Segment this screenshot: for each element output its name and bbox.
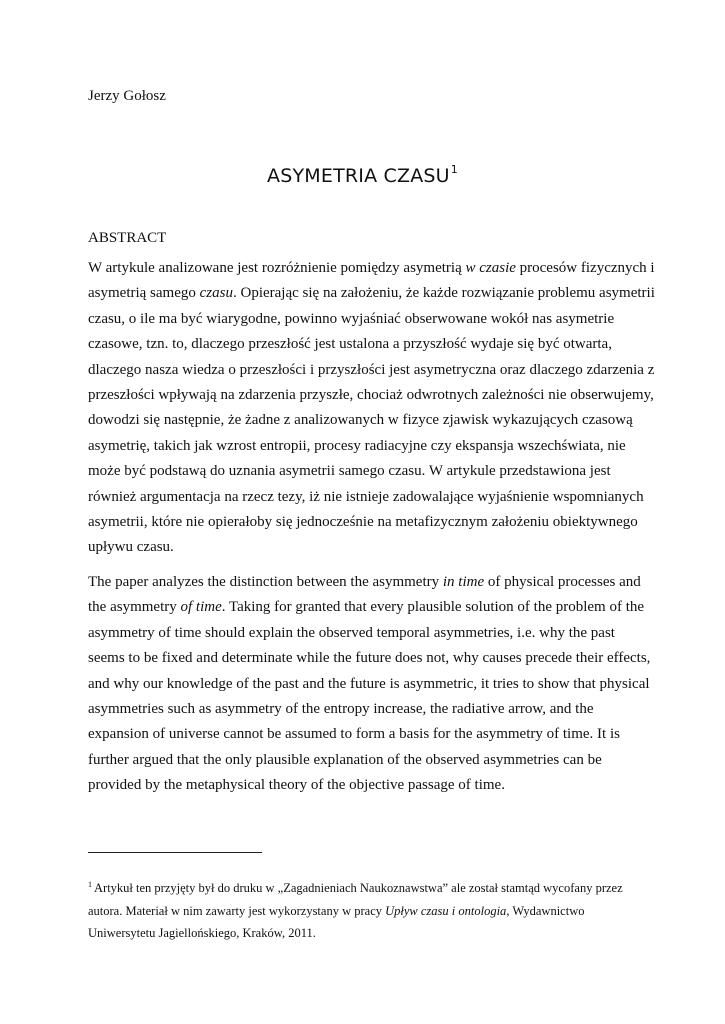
- abstract-polish: [88, 256, 655, 561]
- footnote-line: $^1$ Artykuł ten przyjęty był do druku w „Zagadnieniach Naukoznawstwa” ale został stamtąd wycofany przez: [88, 880, 623, 895]
- footnote: [88, 874, 640, 945]
- abstract-line: upływu czasu.: [88, 539, 174, 556]
- abstract-heading: ABSTRACT: [88, 230, 167, 246]
- author-name: Jerzy Gołosz: [88, 88, 166, 104]
- title-footnote-mark[interactable]: 1: [450, 163, 458, 176]
- abstract-line: W artykule analizowane jest rozróżnienie pomiędzy asymetrią w czasie procesów fizycznych i: [88, 260, 655, 276]
- title-text: ASYMETRIA CZASU: [267, 165, 450, 187]
- abstract-line: czasu, o ile ma być wiarygodne, powinno wyjaśniać obserwowane wokół nas asymetrie: [88, 310, 615, 327]
- abstract-line: dowodzi się następnie, że żadne z analizowanych w fizyce zjawisk wykazujących czasową: [88, 412, 633, 429]
- abstract-line: expansion of universe cannot be assumed to form a basis for the asymmetry of time. It is: [88, 726, 620, 743]
- abstract-line: asymetrią samego czasu. Opierając się na założeniu, że każde rozwiązanie problemu asymetrii: [88, 285, 655, 302]
- footnote-line: autora. Materiał w nim zawarty jest wykorzystany w pracy Upływ czasu i ontologia, Wydawnictwo: [88, 903, 585, 918]
- abstract-line: może być podstawą do uznania asymetrii samego czasu. W artykule przedstawiona jest: [88, 463, 611, 480]
- abstract-line: asymetrię, takich jak wzrost entropii, procesy radiacyjne czy ekspansja wszechświata, nie: [88, 437, 626, 454]
- abstract-line: czasowe, tzn. to, dlaczego przeszłość jest ustalona a przyszłość wydaje się być otwarta,: [88, 336, 612, 353]
- abstract-line: asymetrii, które nie opierałoby się jednocześnie na metafizycznym założeniu obiektywnego: [88, 514, 638, 531]
- abstract-line: asymmetry of time should explain the observed temporal asymmetries, i.e. why the past: [88, 624, 615, 641]
- abstract-line: provided by the metaphysical theory of the objective passage of time.: [88, 777, 505, 794]
- abstract-line: the asymmetry of time. Taking for granted that every plausible solution of the problem of the: [88, 599, 645, 616]
- abstract-line: and why our knowledge of the past and the future is asymmetric, it tries to show that physical: [88, 675, 650, 692]
- footnote-line: Uniwersytetu Jagiellońskiego, Kraków, 2011.: [88, 926, 316, 940]
- paper-title: [0, 163, 725, 187]
- footnote-separator: [88, 852, 262, 853]
- abstract-english: [88, 570, 651, 799]
- abstract-line: asymmetries such as asymmetry of the entropy increase, the radiative arrow, and the: [88, 701, 594, 718]
- abstract-line: dlaczego nasza wiedza o przeszłości i przyszłości jest asymetryczna oraz dlaczego zdarzenia z: [88, 361, 655, 378]
- abstract-line: The paper analyzes the distinction between the asymmetry in time of physical processes and: [88, 574, 641, 590]
- abstract-line: seems to be fixed and determinate while the future does not, why causes precede their effects,: [88, 650, 651, 667]
- footnote-mark: 1: [88, 880, 92, 889]
- abstract-line: również argumentacja na rzecz tezy, iż nie istnieje zadowalające wyjaśnienie wspomnianych: [88, 488, 644, 505]
- abstract-line: przeszłości wpływają na zdarzenia przyszłe, chociaż odwrotnych zależności nie obserwujemy,: [88, 387, 654, 404]
- abstract-line: further argued that the only plausible explanation of the observed asymmetries can be: [88, 751, 602, 768]
